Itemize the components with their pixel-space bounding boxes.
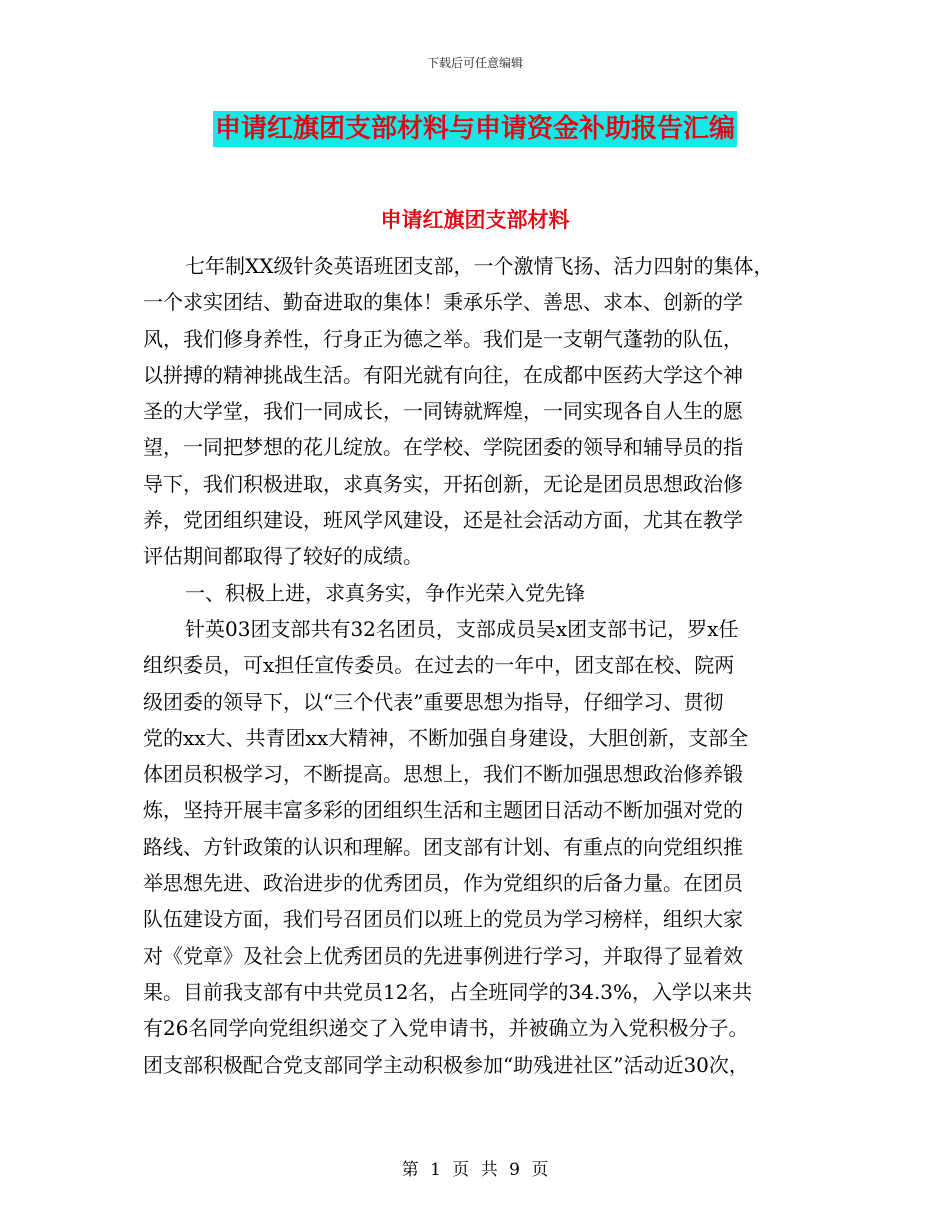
- document-title: [0, 108, 950, 145]
- body-text-line: 体团员积极学习，不断提高。思想上，我们不断加强思想政治修养锻: [143, 762, 743, 787]
- body-text-line: 针英03团支部共有32名团员，支部成员吴x团支部书记，罗x任: [185, 616, 739, 641]
- body-text-line: 评估期间都取得了较好的成绩。: [143, 544, 423, 569]
- section-title: 申请红旗团支部材料: [380, 207, 570, 232]
- document-body: [143, 248, 823, 1083]
- body-text-line: 路线、方针政策的认识和理解。团支部有计划、有重点的向党组织推: [143, 834, 743, 859]
- body-text-line: 党的xx大、共青团xx大精神，不断加强自身建设，大胆创新，支部全: [143, 725, 749, 750]
- body-text-line: 炼，坚持开展丰富多彩的团组织生活和主题团日活动不断加强对党的: [143, 798, 743, 823]
- body-text-line: 对《党章》及社会上优秀团员的先进事例进行学习，并取得了显着效: [143, 943, 743, 968]
- body-text-line: 一、积极上进，求真务实，争作光荣入党先锋: [185, 580, 585, 605]
- page-footer: 第 1 页 共 9 页: [401, 1160, 549, 1180]
- body-text-line: 七年制XX级针灸英语班团支部，一个激情飞扬、活力四射的集体，: [185, 254, 774, 278]
- body-text-line: 望，一同把梦想的花儿绽放。在学校、学院团委的领导和辅导员的指: [143, 435, 743, 460]
- body-text-line: 风，我们修身养性，行身正为德之举。我们是一支朝气蓬勃的队伍，: [143, 326, 743, 351]
- page-header-note: 下载后可任意编辑: [426, 56, 523, 70]
- body-text-line: 一个求实团结、勤奋进取的集体！秉承乐学、善思、求本、创新的学: [143, 290, 743, 315]
- body-text-line: 组织委员，可x担任宣传委员。在过去的一年中，团支部在校、院两: [143, 653, 735, 678]
- body-text-line: 团支部积极配合党支部同学主动积极参加“助残进社区”活动近30次，: [143, 1052, 749, 1077]
- body-text-line: 导下，我们积极进取，求真务实，开拓创新，无论是团员思想政治修: [143, 471, 743, 496]
- body-text-line: 养，党团组织建设，班风学风建设，还是社会活动方面，尤其在教学: [143, 508, 743, 533]
- body-text-line: 有26名同学向党组织递交了入党申请书，并被确立为入党积极分子。: [143, 1016, 749, 1041]
- body-text-line: 级团委的领导下，以“三个代表”重要思想为指导，仔细学习、贯彻: [143, 689, 724, 714]
- body-text-line: 圣的大学堂，我们一同成长，一同铸就辉煌，一同实现各自人生的愿: [143, 399, 743, 424]
- document-title-text: 申请红旗团支部材料与申请资金补助报告汇编: [213, 111, 737, 147]
- body-text-line: 队伍建设方面，我们号召团员们以班上的党员为学习榜样，组织大家: [143, 907, 743, 932]
- body-text-line: 果。目前我支部有中共党员12名，占全班同学的34.3%，入学以来共: [143, 979, 752, 1004]
- body-text-line: 以拼搏的精神挑战生活。有阳光就有向往，在成都中医药大学这个神: [143, 362, 743, 387]
- body-text-line: 举思想先进、政治进步的优秀团员，作为党组织的后备力量。在团员: [143, 871, 743, 896]
